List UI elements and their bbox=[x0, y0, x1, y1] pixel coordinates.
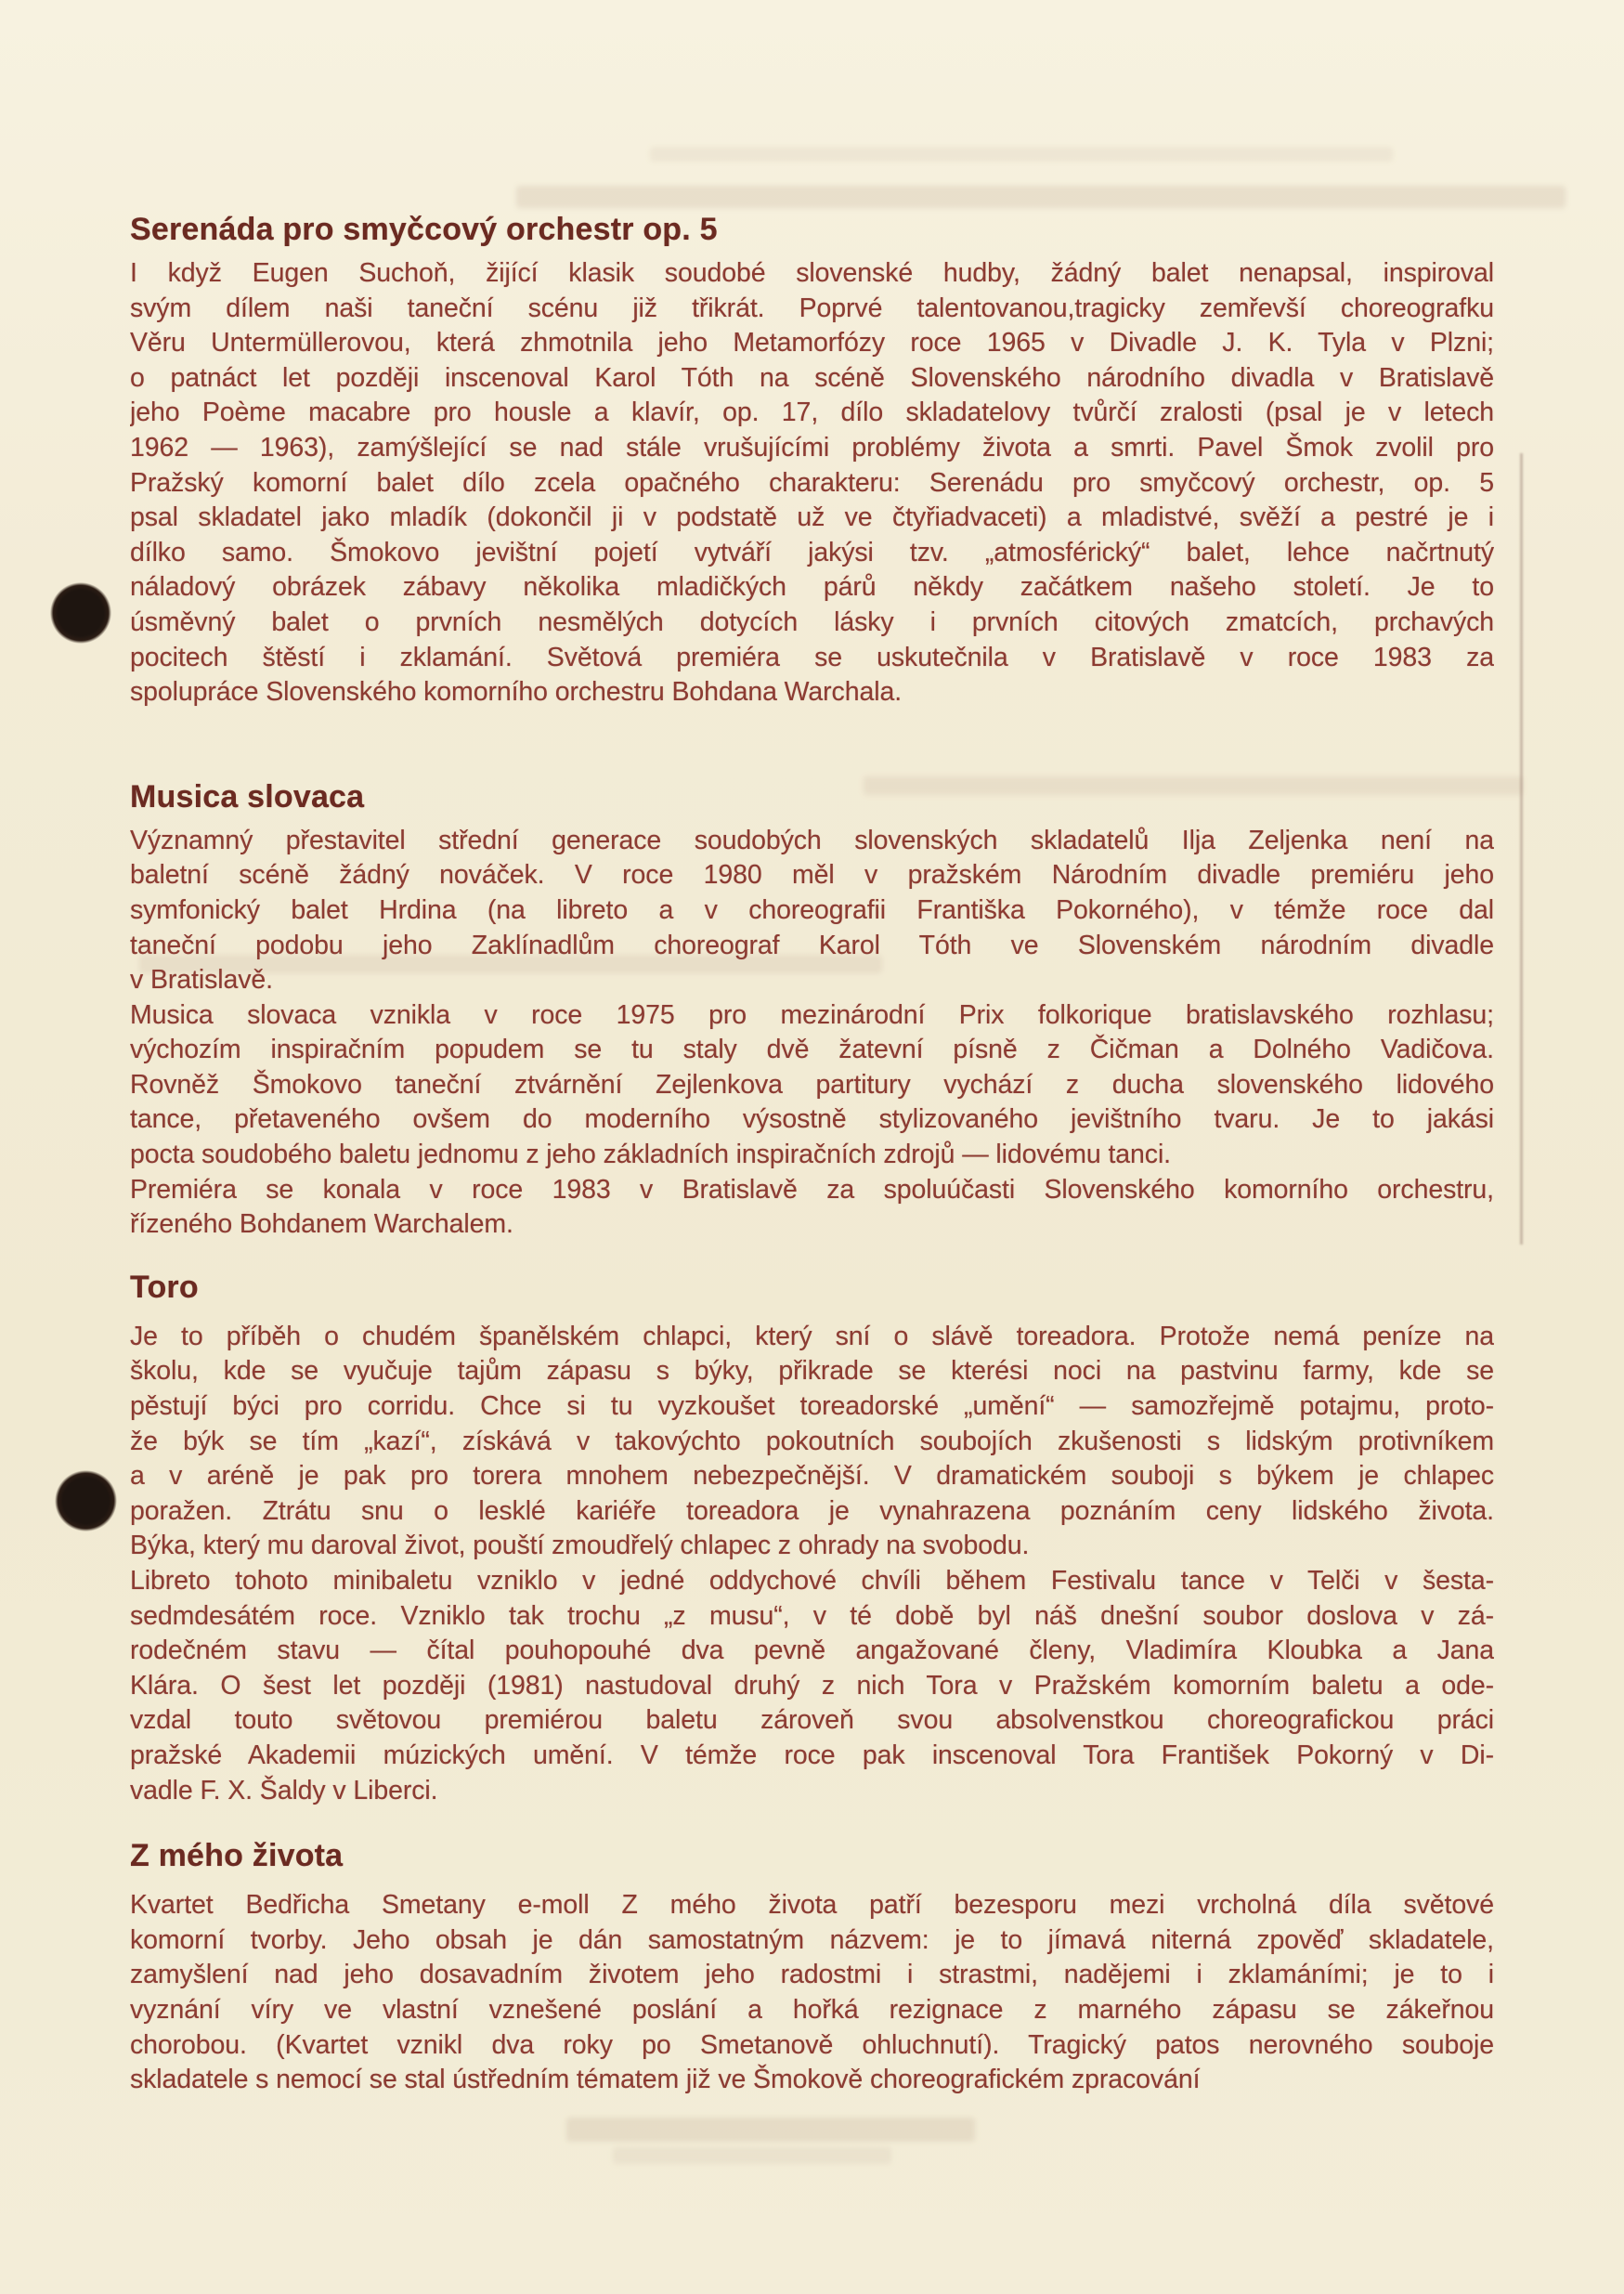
text-line: tance, přetaveného ovšem do moderního výsostně stylizovaného jevištního tvaru. Je to jakási bbox=[130, 1104, 1494, 1135]
text-line: vzdal touto světovou premiérou baletu zároveň svou absolvenstkou choreografickou práci bbox=[130, 1705, 1494, 1736]
ink-blob bbox=[46, 579, 116, 648]
scan-streak-artifact bbox=[1520, 453, 1523, 1245]
text-line: pěstují býci pro corridu. Chce si tu vyzkoušet toreadorské „umění“ — samozřejmě potajmu, proto- bbox=[130, 1391, 1494, 1422]
text-line: o patnáct let později inscenoval Karol Tóth na scéně Slovenského národního divadla v Bratislavě bbox=[130, 362, 1494, 393]
text-line: symfonický balet Hrdina (na libreto a v choreografii Františka Pokorného), v témže roce dal bbox=[130, 894, 1494, 925]
section-z-meho-zivota bbox=[130, 1834, 1494, 2098]
text-line: Kvartet Bedřicha Smetany e-moll Z mého života patří bezesporu mezi vrcholná díla světové bbox=[130, 1890, 1494, 1921]
text-line: školu, kde se vyučuje tajům zápasu s býky, přikrade se kterési noci na pastvinu farmy, kde se bbox=[130, 1356, 1494, 1387]
text-line: dílko samo. Šmokovo jevištní pojetí vytváří jakýsi tzv. „atmosférický“ balet, lehce načrtnutý bbox=[130, 537, 1494, 567]
text-line: poražen. Ztrátu snu o lesklé kariéře toreadora je vynahrazena poznáním ceny lidského života. bbox=[130, 1495, 1494, 1526]
text-line: chorobou. (Kvartet vznikl dva roky po Smetanově ohluchnutí). Tragický patos nerovného souboje bbox=[130, 2029, 1494, 2060]
text-line: psal skladatel jako mladík (dokončil ji v podstatě už ve čtyřiadvaceti) a mladistvé, svěží a pestré je i bbox=[130, 502, 1494, 533]
text-line: jeho Poème macabre pro housle a klavír, op. 17, dílo skladatelovy tvůrčí zralosti (psal je v letech bbox=[130, 398, 1494, 428]
text-line: vadle F. X. Šaldy v Liberci. bbox=[130, 1775, 438, 1805]
text-line: rodečném stavu — čítal pouhopouhé dva pevně angažované členy, Vladimíra Kloubka a Jana bbox=[130, 1636, 1494, 1666]
print-bleed-artifact bbox=[516, 186, 1566, 208]
section-musica-slovaca bbox=[130, 776, 1494, 1243]
section-heading: Z mého života bbox=[130, 1838, 344, 1874]
text-line: úsměvný balet o prvních nesmělých dotycích lásky i prvních citových zmatcích, prchavých bbox=[130, 606, 1494, 637]
text-line: baletní scéně žádný nováček. V roce 1980 měl v pražském Národním divadle premiéru jeho bbox=[130, 860, 1494, 891]
text-line: Pražský komorní balet dílo zcela opačného charakteru: Serenádu pro smyčcový orchestr, op. 5 bbox=[130, 467, 1494, 498]
text-line: Je to příběh o chudém španělském chlapci, který sní o slávě toreadora. Protože nemá peníze na bbox=[130, 1321, 1494, 1351]
section-heading: Musica slovaca bbox=[130, 778, 365, 815]
section-heading: Toro bbox=[130, 1269, 199, 1305]
text-line: že býk se tím „kazí“, získává v takovýchto pokoutních soubojích zkušenosti s lidským protivníkem bbox=[130, 1426, 1494, 1456]
text-line: zamyšlení nad jeho dosavadním životem jeho radostmi i strastmi, nadějemi i zklamáními; je to i bbox=[130, 1960, 1494, 1990]
text-line: v Bratislavě. bbox=[130, 965, 273, 996]
text-line: náladový obrázek zábavy několika mladičkých párů někdy začátkem našeho století. Je to bbox=[130, 572, 1494, 603]
paragraph bbox=[130, 1888, 1494, 2098]
print-bleed-artifact bbox=[650, 147, 1393, 162]
ink-blob bbox=[52, 1467, 121, 1535]
text-line: pocta soudobého baletu jednomu z jeho základních inspiračních zdrojů — lidovému tanci. bbox=[130, 1140, 1172, 1170]
text-line: spolupráce Slovenského komorního orchestru Bohdana Warchala. bbox=[130, 677, 903, 708]
text-line: svým dílem naši taneční scénu již třikrát. Poprvé talentovanou,tragicky zemřevší choreografku bbox=[130, 293, 1494, 323]
section-serenada bbox=[130, 208, 1494, 710]
print-bleed-artifact bbox=[566, 2118, 975, 2142]
text-line: sedmdesátém roce. Vzniklo tak trochu „z musu“, v té době byl náš dnešní soubor doslova v zá- bbox=[130, 1600, 1494, 1631]
text-line: Významný přestavitel střední generace soudobých slovenských skladatelů Ilja Zeljenka není na bbox=[130, 825, 1494, 855]
text-line: Premiéra se konala v roce 1983 v Bratislavě za spoluúčasti Slovenského komorního orchestru, bbox=[130, 1174, 1494, 1205]
text-line: komorní tvorby. Jeho obsah je dán samostatným názvem: je to jímavá niterná zpověď skladatele, bbox=[130, 1924, 1494, 1955]
paragraph bbox=[130, 1564, 1494, 1808]
text-line: Býka, který mu daroval život, pouští zmoudřelý chlapec z ohrady na svobodu. bbox=[130, 1531, 1030, 1561]
text-line: taneční podobu jeho Zaklínadlům choreograf Karol Tóth ve Slovenském národním divadle bbox=[130, 930, 1494, 960]
text-line: řízeného Bohdanem Warchalem. bbox=[130, 1209, 513, 1240]
page-text bbox=[130, 208, 1494, 2098]
text-line: Věru Untermüllerovou, která zhmotnila jeho Metamorfózy roce 1965 v Divadle J. K. Tyla v Plzni; bbox=[130, 328, 1494, 358]
text-line: výchozím inspiračním popudem se tu staly dvě žatevní písně z Čičman a Dolného Vadičova. bbox=[130, 1035, 1494, 1065]
text-line: a v aréně je pak pro torera mnohem nebezpečnější. V dramatickém souboji s býkem je chlapec bbox=[130, 1461, 1494, 1492]
paragraph bbox=[130, 1173, 1494, 1243]
print-bleed-artifact bbox=[613, 2147, 891, 2164]
text-line: pražské Akademii múzických umění. V témže roce pak inscenoval Tora František Pokorný v Di- bbox=[130, 1740, 1494, 1770]
paragraph bbox=[130, 1320, 1494, 1564]
text-line: 1962 — 1963), zamýšlející se nad stále vrušujícími problémy života a smrti. Pavel Šmok zvolil pro bbox=[130, 432, 1494, 463]
text-line: Rovněž Šmokovo taneční ztvárnění Zejlenkova partitury vychází z ducha slovenského lidového bbox=[130, 1069, 1494, 1100]
section-heading: Serenáda pro smyčcový orchestr op. 5 bbox=[130, 212, 718, 247]
paragraph bbox=[130, 824, 1494, 998]
text-line: vyznání víry ve vlastní vznešené poslání a hořká rezignace z marného zápasu se zákeřnou bbox=[130, 1994, 1494, 2025]
paragraph bbox=[130, 256, 1494, 710]
text-line: I když Eugen Suchoň, žijící klasik soudobé slovenské hudby, žádný balet nenapsal, inspiroval bbox=[130, 258, 1494, 288]
paragraph bbox=[130, 998, 1494, 1173]
text-line: skladatele s nemocí se stal ústředním tématem již ve Šmokově choreografickém zpracování bbox=[130, 2065, 1201, 2095]
text-line: Klára. O šest let později (1981) nastudoval druhý z nich Tora v Pražském komorním baletu a ode- bbox=[130, 1670, 1494, 1701]
text-line: pocitech štěstí i zklamání. Světová premiéra se uskutečnila v Bratislavě v roce 1983 za bbox=[130, 642, 1494, 672]
text-line: Musica slovaca vznikla v roce 1975 pro mezinárodní Prix folkorique bratislavského rozhlasu; bbox=[130, 999, 1494, 1030]
text-line: Libreto tohoto minibaletu vzniklo v jedné oddychové chvíli během Festivalu tance v Telči v šesta- bbox=[130, 1566, 1494, 1596]
section-toro bbox=[130, 1266, 1494, 1808]
